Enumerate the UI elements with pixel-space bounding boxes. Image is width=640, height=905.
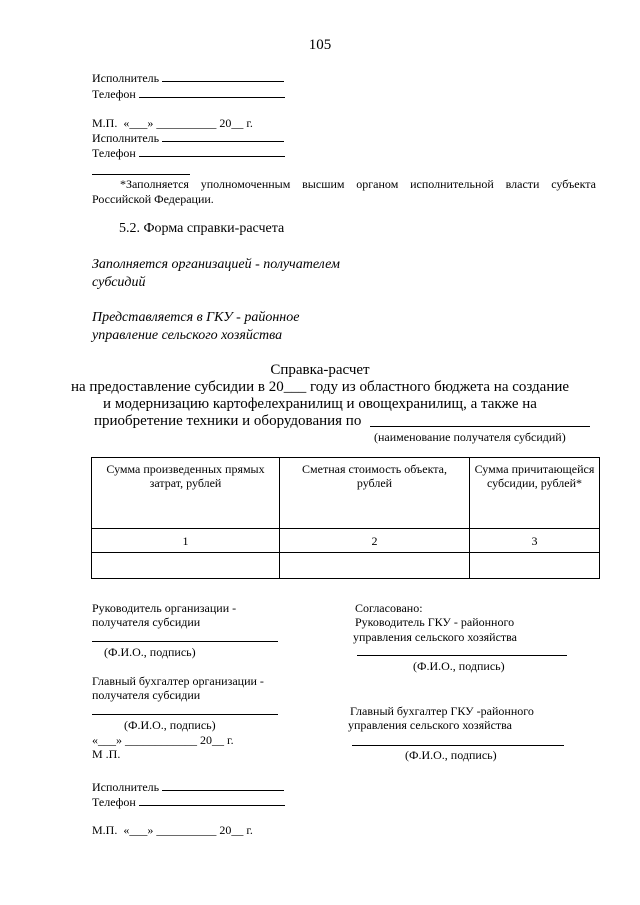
table-header-row: [92, 458, 600, 529]
stamp-date-line: [92, 116, 253, 131]
table-data-row: [92, 553, 600, 579]
phone-label-2: Телефон: [92, 146, 136, 160]
phone-label: Телефон: [92, 87, 136, 101]
mp-date: «___» __________ 20__ г.: [123, 116, 253, 130]
header-estimated-cost: Сметная стоимость объекта, рублей: [280, 458, 470, 529]
phone-line-2: [92, 145, 285, 161]
doc-title-line2: на предоставление субсидии в 20___ году из областного бюджета на создание: [70, 379, 570, 395]
executor-label: Исполнитель: [92, 71, 160, 85]
executor-blank-2: [162, 130, 284, 142]
left-head-line1: Руководитель организации -: [92, 601, 237, 615]
bottom-phone-label: Телефон: [92, 795, 136, 809]
bottom-mp-label: М.П.: [92, 823, 118, 837]
left-head-fio: (Ф.И.О., подпись): [104, 645, 196, 659]
bottom-executor-line: [92, 779, 284, 795]
left-head-signature-line: [92, 641, 278, 642]
phone-line: [92, 86, 285, 102]
table-number-row: [92, 529, 600, 553]
bottom-phone-line: [92, 794, 285, 810]
section-title: 5.2. Форма справки-расчета: [119, 221, 285, 236]
phone-blank-2: [139, 145, 285, 157]
footnote-text: *Заполняется уполномоченным высшим органом исполнительной власти субъекта Российской Федерации.: [92, 177, 596, 206]
cell-estimated-cost: [280, 553, 470, 579]
right-accountant-signature-line: [352, 745, 564, 746]
right-accountant-line2: управления сельского хозяйства: [348, 718, 512, 732]
phone-blank: [139, 86, 285, 98]
left-stamp: М .П.: [92, 747, 121, 761]
right-head-signature-line: [357, 655, 567, 656]
left-accountant-line1: Главный бухгалтер организации -: [92, 674, 264, 688]
fill-note-line2: субсидий: [92, 275, 146, 290]
executor-blank: [162, 70, 284, 82]
doc-title: Справка-расчет: [270, 362, 370, 378]
doc-title-line3: и модернизацию картофелехранилищ и овощехранилищ, а также на: [103, 396, 537, 412]
header-direct-costs: Сумма произведенных прямых затрат, рублей: [92, 458, 280, 529]
executor-label-2: Исполнитель: [92, 131, 160, 145]
cell-subsidy-amount: [470, 553, 600, 579]
footnote-divider: [92, 174, 190, 175]
bottom-phone-blank: [139, 794, 285, 806]
mp-label: М.П.: [92, 116, 118, 130]
column-number-1: 1: [92, 529, 280, 553]
fill-note-line1: Заполняется организацией - получателем: [92, 257, 340, 272]
header-subsidy-amount: Сумма причитающейся субсидии, рублей*: [470, 458, 600, 529]
calculation-table: [91, 457, 600, 579]
left-date: «___» ____________ 20__ г.: [92, 733, 234, 747]
left-head-line2: получателя субсидии: [92, 615, 201, 629]
submit-note-line1: Представляется в ГКУ - районное: [92, 310, 300, 325]
right-head-line1: Руководитель ГКУ - районного: [355, 615, 515, 629]
executor-line: [92, 70, 284, 86]
left-accountant-signature-line: [92, 714, 278, 715]
doc-title-line4: приобретение техники и оборудования по: [94, 413, 362, 429]
column-number-3: 3: [470, 529, 600, 553]
right-accountant-fio: (Ф.И.О., подпись): [405, 748, 497, 762]
right-agreed: Согласовано:: [355, 601, 423, 615]
cell-direct-costs: [92, 553, 280, 579]
bottom-stamp-date-line: [92, 823, 253, 838]
bottom-executor-blank: [162, 779, 284, 791]
left-accountant-fio: (Ф.И.О., подпись): [124, 718, 216, 732]
bottom-mp-date: «___» __________ 20__ г.: [123, 823, 253, 837]
recipient-caption: (наименование получателя субсидий): [374, 430, 566, 444]
recipient-name-blank: [370, 426, 590, 427]
right-accountant-line1: Главный бухгалтер ГКУ -районного: [350, 704, 534, 718]
page-number: 105: [308, 37, 332, 53]
right-head-fio: (Ф.И.О., подпись): [413, 659, 505, 673]
executor-line-2: [92, 130, 284, 146]
left-accountant-line2: получателя субсидии: [92, 688, 201, 702]
bottom-executor-label: Исполнитель: [92, 780, 160, 794]
column-number-2: 2: [280, 529, 470, 553]
submit-note-line2: управление сельского хозяйства: [92, 328, 283, 343]
right-head-line2: управления сельского хозяйства: [353, 630, 517, 644]
